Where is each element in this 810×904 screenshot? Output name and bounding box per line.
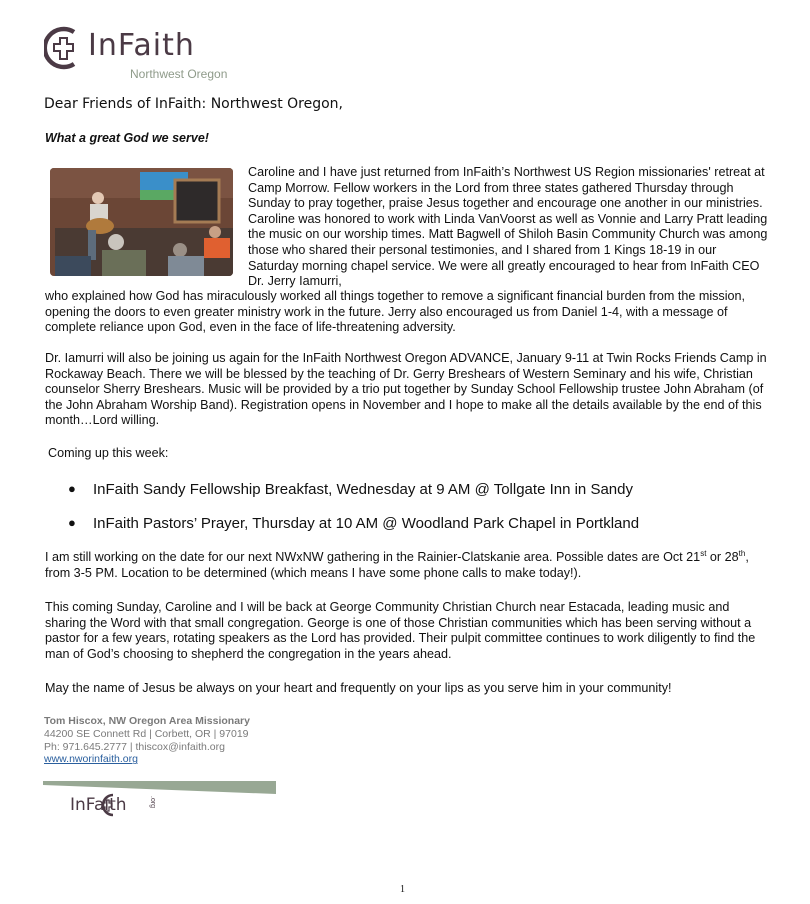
logo-subtitle: Northwest Oregon (130, 67, 228, 81)
logo-wordmark: InFaith (88, 28, 195, 63)
letter-tagline: What a great God we serve! (45, 131, 209, 145)
website-link[interactable]: www.nworinfaith.org (44, 753, 138, 766)
event-text: InFaith Pastors’ Prayer, Thursday at 10 AM @ Woodland Park Chapel in Portkland (93, 515, 640, 532)
cross-circle-icon (44, 26, 86, 70)
paragraph-5: May the name of Jesus be always on your heart and frequently on your lips as you serve him in your community! (45, 681, 672, 695)
signature-contact: Ph: 971.645.2777 | thiscox@infaith.org (44, 740, 225, 753)
paragraph-1-continued: who explained how God has miraculously worked all things together to remove a significant financial burden from the mission, opening the doors to even greater ministry work in the future. Jerry also encouraged us from Daniel 1-4, with a message of complete reliance upon God, even in the face of life-threatening adversity. (45, 289, 746, 335)
signature-address: 44200 SE Connett Rd | Corbett, OR | 97019 (44, 727, 249, 740)
bullet-icon: ● (68, 515, 76, 530)
footer-logo-org: .org (149, 796, 156, 809)
page-number: 1 (400, 884, 405, 895)
paragraph-3: I am still working on the date for our next NWxNW gathering in the Rainier-Clatskanie area. Possible dates are Oct 21st or 28th, from 3-5 PM. Location to be determined (which means I have some phone calls to make today!). (45, 548, 749, 580)
coming-up-heading: Coming up this week: (48, 446, 169, 460)
paragraph-2: Dr. Iamurri will also be joining us again for the InFaith Northwest Oregon ADVANCE, January 9-11 at Twin Rocks Friends Camp in Rockaway Beach. There we will be blessed by the teaching of Dr. Gerry Breshears of Western Seminary and his wife, Christian counselor Sherry Breshears. Music will be provided by a trio put together by Sunday School Fellowship trustee John Abraham (of the John Abraham Worship Band). Registration opens in November and I hope to make all the details available by the end of this month…Lord willing. (45, 351, 767, 428)
bullet-icon: ● (68, 481, 76, 496)
footer-logo-wordmark: InFaith (70, 795, 127, 815)
retreat-photo (50, 168, 233, 276)
signature-name: Tom Hiscox, NW Oregon Area Missionary (44, 715, 250, 727)
paragraph-1-wrapped: Caroline and I have just returned from InFaith’s Northwest US Region missionaries' retreat at Camp Morrow. Fellow workers in the Lord from three states gathered Thursday through Sunday to pray together, praise Jesus together and encourage one another in our ministries. Caroline was honored to work with Linda VanVoorst as well as Vonnie and Larry Pratt leading the music on our worship times. Matt Bagwell of Shiloh Basin Community Church was among those who shared their personal testimonies, and I shared from 1 Kings 18-19 in our Saturday morning chapel service. We were all greatly encouraged to hear from InFaith CEO Dr. Jerry Iamurri, (248, 165, 768, 289)
event-list-item (68, 481, 633, 498)
worship-scene-illustration (50, 168, 233, 276)
event-text: InFaith Sandy Fellowship Breakfast, Wednesday at 9 AM @ Tollgate Inn in Sandy (93, 481, 633, 498)
paragraph-4: This coming Sunday, Caroline and I will be back at George Community Christian Church near Estacada, leading music and sharing the Word with that small congregation. George is one of those Christian communities which has been serving without a pastor for a few years, rotating speakers as the Lord has provided. Their pulpit committee continues to work diligently to find the man of God’s choosing to shepherd the congregation in the years ahead. (45, 600, 756, 661)
event-list-item (68, 515, 640, 532)
signature-block (44, 715, 250, 766)
letter-greeting: Dear Friends of InFaith: Northwest Oregon, (44, 96, 343, 112)
